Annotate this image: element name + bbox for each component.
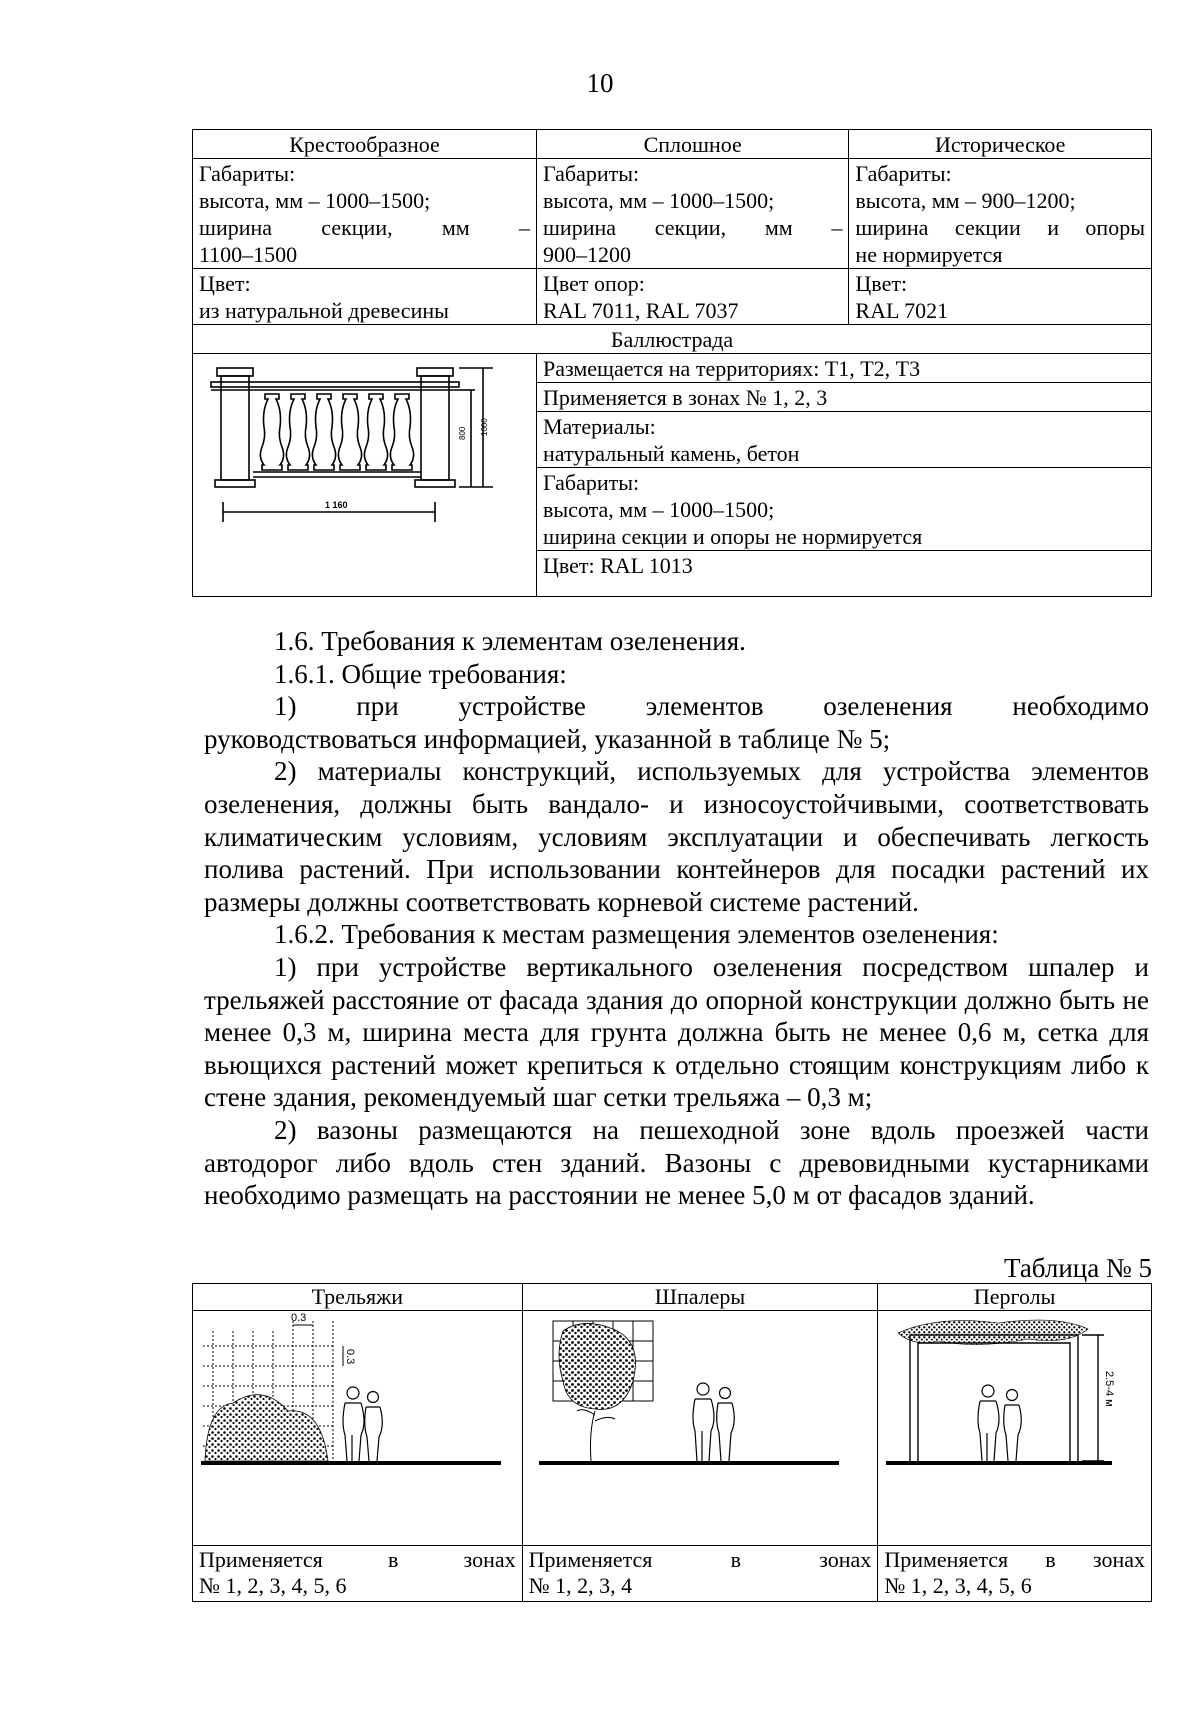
- header-cross: Крестообразное: [193, 130, 537, 159]
- balustrade-specs-cell: [536, 354, 1151, 597]
- dims-label: Габариты:: [199, 161, 296, 186]
- cross-height: высота, мм – 1000–1500;: [199, 188, 431, 213]
- pergola-drawing-cell: [878, 1311, 1152, 1546]
- solid-dims-cell: [536, 159, 848, 269]
- dims-label: Габариты:: [542, 470, 640, 495]
- applies-zones: № 1, 2, 3, 4, 5, 6: [199, 1573, 347, 1598]
- applies-label: Применяется в зонах: [884, 1547, 1145, 1572]
- paragraph-1-6-1: 1.6.1. Общие требования:: [274, 658, 567, 689]
- paragraph-item-1a: 1) при устройстве элементов озеленения необходимо: [274, 691, 1149, 722]
- header-solid: Сплошное: [536, 130, 848, 159]
- color-label: Цвет:: [855, 271, 908, 296]
- historic-width-b: не нормируется: [855, 242, 1003, 267]
- header-pergola: Перголы: [878, 1284, 1152, 1311]
- balustrade-height-label-a: 800: [458, 426, 467, 440]
- cross-color-cell: [193, 269, 537, 325]
- balustrade-height-label-b: 1000: [480, 418, 489, 436]
- page-number: 10: [586, 68, 614, 98]
- color-value: RAL 7011, RAL 7037: [542, 298, 739, 323]
- solid-height: высота, мм – 1000–1500;: [542, 188, 775, 213]
- balustrade-territories: Размещается на территориях: Т1, Т2, Т3: [537, 354, 1151, 383]
- materials-value: натуральный камень, бетон: [542, 441, 800, 466]
- trellis-drawing-cell: [193, 1311, 523, 1546]
- materials-label: Материалы:: [542, 414, 656, 439]
- solid-width-a: ширина секции, мм –: [542, 215, 843, 240]
- fence-types-table: [192, 129, 1152, 597]
- color-label: Цвет опор:: [542, 271, 645, 296]
- balustrade-zones: Применяется в зонах № 1, 2, 3: [537, 383, 1151, 412]
- trellis-step-top-label: 0.3: [291, 1312, 307, 1324]
- paragraph-item-1b: руководствоваться информацией, указанной в таблице № 5;: [204, 723, 891, 754]
- balustrade-materials: [537, 412, 1151, 468]
- header-trellis: Трельяжи: [193, 1284, 523, 1311]
- cross-width-a: ширина секции, мм –: [199, 215, 530, 240]
- color-value: RAL 7021: [855, 298, 949, 323]
- paragraph-item-2: 2) материалы конструкций, используемых для устройства элементов озеленения, должны быть вандало- и износоустойчивыми, соответствовать климатическим условиям, условиям эксплуатации и обеспечивать легкость полива растений. При использовании контейнеров для посадки растений их размеры должны соответствовать корневой системе растений.: [204, 756, 1149, 917]
- balustrade-drawing-cell: [193, 354, 537, 597]
- paragraph-item-1-vertical: 1) при устройстве вертикального озеленения посредством шпалер и трельяжей расстояние от фасада здания до опорной конструкции должно быть не менее 0,3 м, ширина места для грунта должна быть не менее 0,6 м, сетка для вьющихся растений может крепиться к отдельно стоящим конструкциям либо к стене здания, рекомендуемый шаг сетки трельяжа – 0,3 м;: [204, 951, 1149, 1113]
- applies-label: Применяется в зонах: [528, 1547, 872, 1572]
- color-value: из натуральной древесины: [199, 298, 449, 323]
- color-label: Цвет:: [199, 271, 251, 296]
- balustrade-title: Баллюстрада: [193, 325, 1152, 354]
- cross-width-b: 1100–1500: [199, 242, 298, 267]
- historic-width-a: ширина секции и опоры: [855, 215, 1145, 240]
- trellis-zones: [193, 1546, 523, 1602]
- trellis-drawing: [193, 1311, 521, 1539]
- paragraph-1-6: 1.6. Требования к элементам озеленения.: [274, 626, 746, 656]
- header-espalier: Шпалеры: [522, 1284, 878, 1311]
- cross-dims-cell: [193, 159, 537, 269]
- applies-label: Применяется в зонах: [199, 1547, 516, 1572]
- paragraph-item-2-vases: 2) вазоны размещаются на пешеходной зоне вдоль проезжей части автодорог либо вдоль стен зданий. Вазоны с древовидными кустарниками необходимо размещать на расстоянии не менее 5,0 м от фасадов зданий.: [204, 1114, 1149, 1211]
- pergola-height-label: 2.5-4 м: [1103, 1371, 1116, 1407]
- applies-zones: № 1, 2, 3, 4, 5, 6: [884, 1573, 1032, 1598]
- historic-height: высота, мм – 900–1200;: [855, 188, 1076, 213]
- table-5-caption: Таблица № 5: [1004, 1253, 1152, 1283]
- dims-height: высота, мм – 1000–1500;: [542, 497, 775, 522]
- dims-width: ширина секции и опоры не нормируется: [542, 524, 923, 549]
- section-text: [204, 625, 1149, 1212]
- dims-label: Габариты:: [855, 161, 952, 186]
- espalier-drawing-cell: [522, 1311, 878, 1546]
- paragraph-1-6-2: 1.6.2. Требования к местам размещения элементов озеленения:: [274, 919, 999, 950]
- pergola-drawing: [878, 1311, 1150, 1539]
- balustrade-drawing: [193, 354, 533, 590]
- solid-color-cell: [536, 269, 848, 325]
- historic-dims-cell: [849, 159, 1152, 269]
- balustrade-dims: [537, 468, 1151, 551]
- solid-width-b: 900–1200: [542, 242, 631, 267]
- espalier-drawing: [523, 1311, 877, 1539]
- balustrade-width-label: 1 160: [325, 500, 348, 510]
- espalier-zones: [522, 1546, 878, 1602]
- greening-elements-table: [192, 1283, 1152, 1602]
- dims-label: Габариты:: [542, 161, 640, 186]
- trellis-step-side-label: 0.3: [344, 1349, 356, 1365]
- historic-color-cell: [849, 269, 1152, 325]
- balustrade-color: Цвет: RAL 1013: [542, 553, 693, 578]
- pergola-zones: [878, 1546, 1152, 1602]
- applies-zones: № 1, 2, 3, 4: [528, 1573, 633, 1598]
- header-historic: Историческое: [849, 130, 1152, 159]
